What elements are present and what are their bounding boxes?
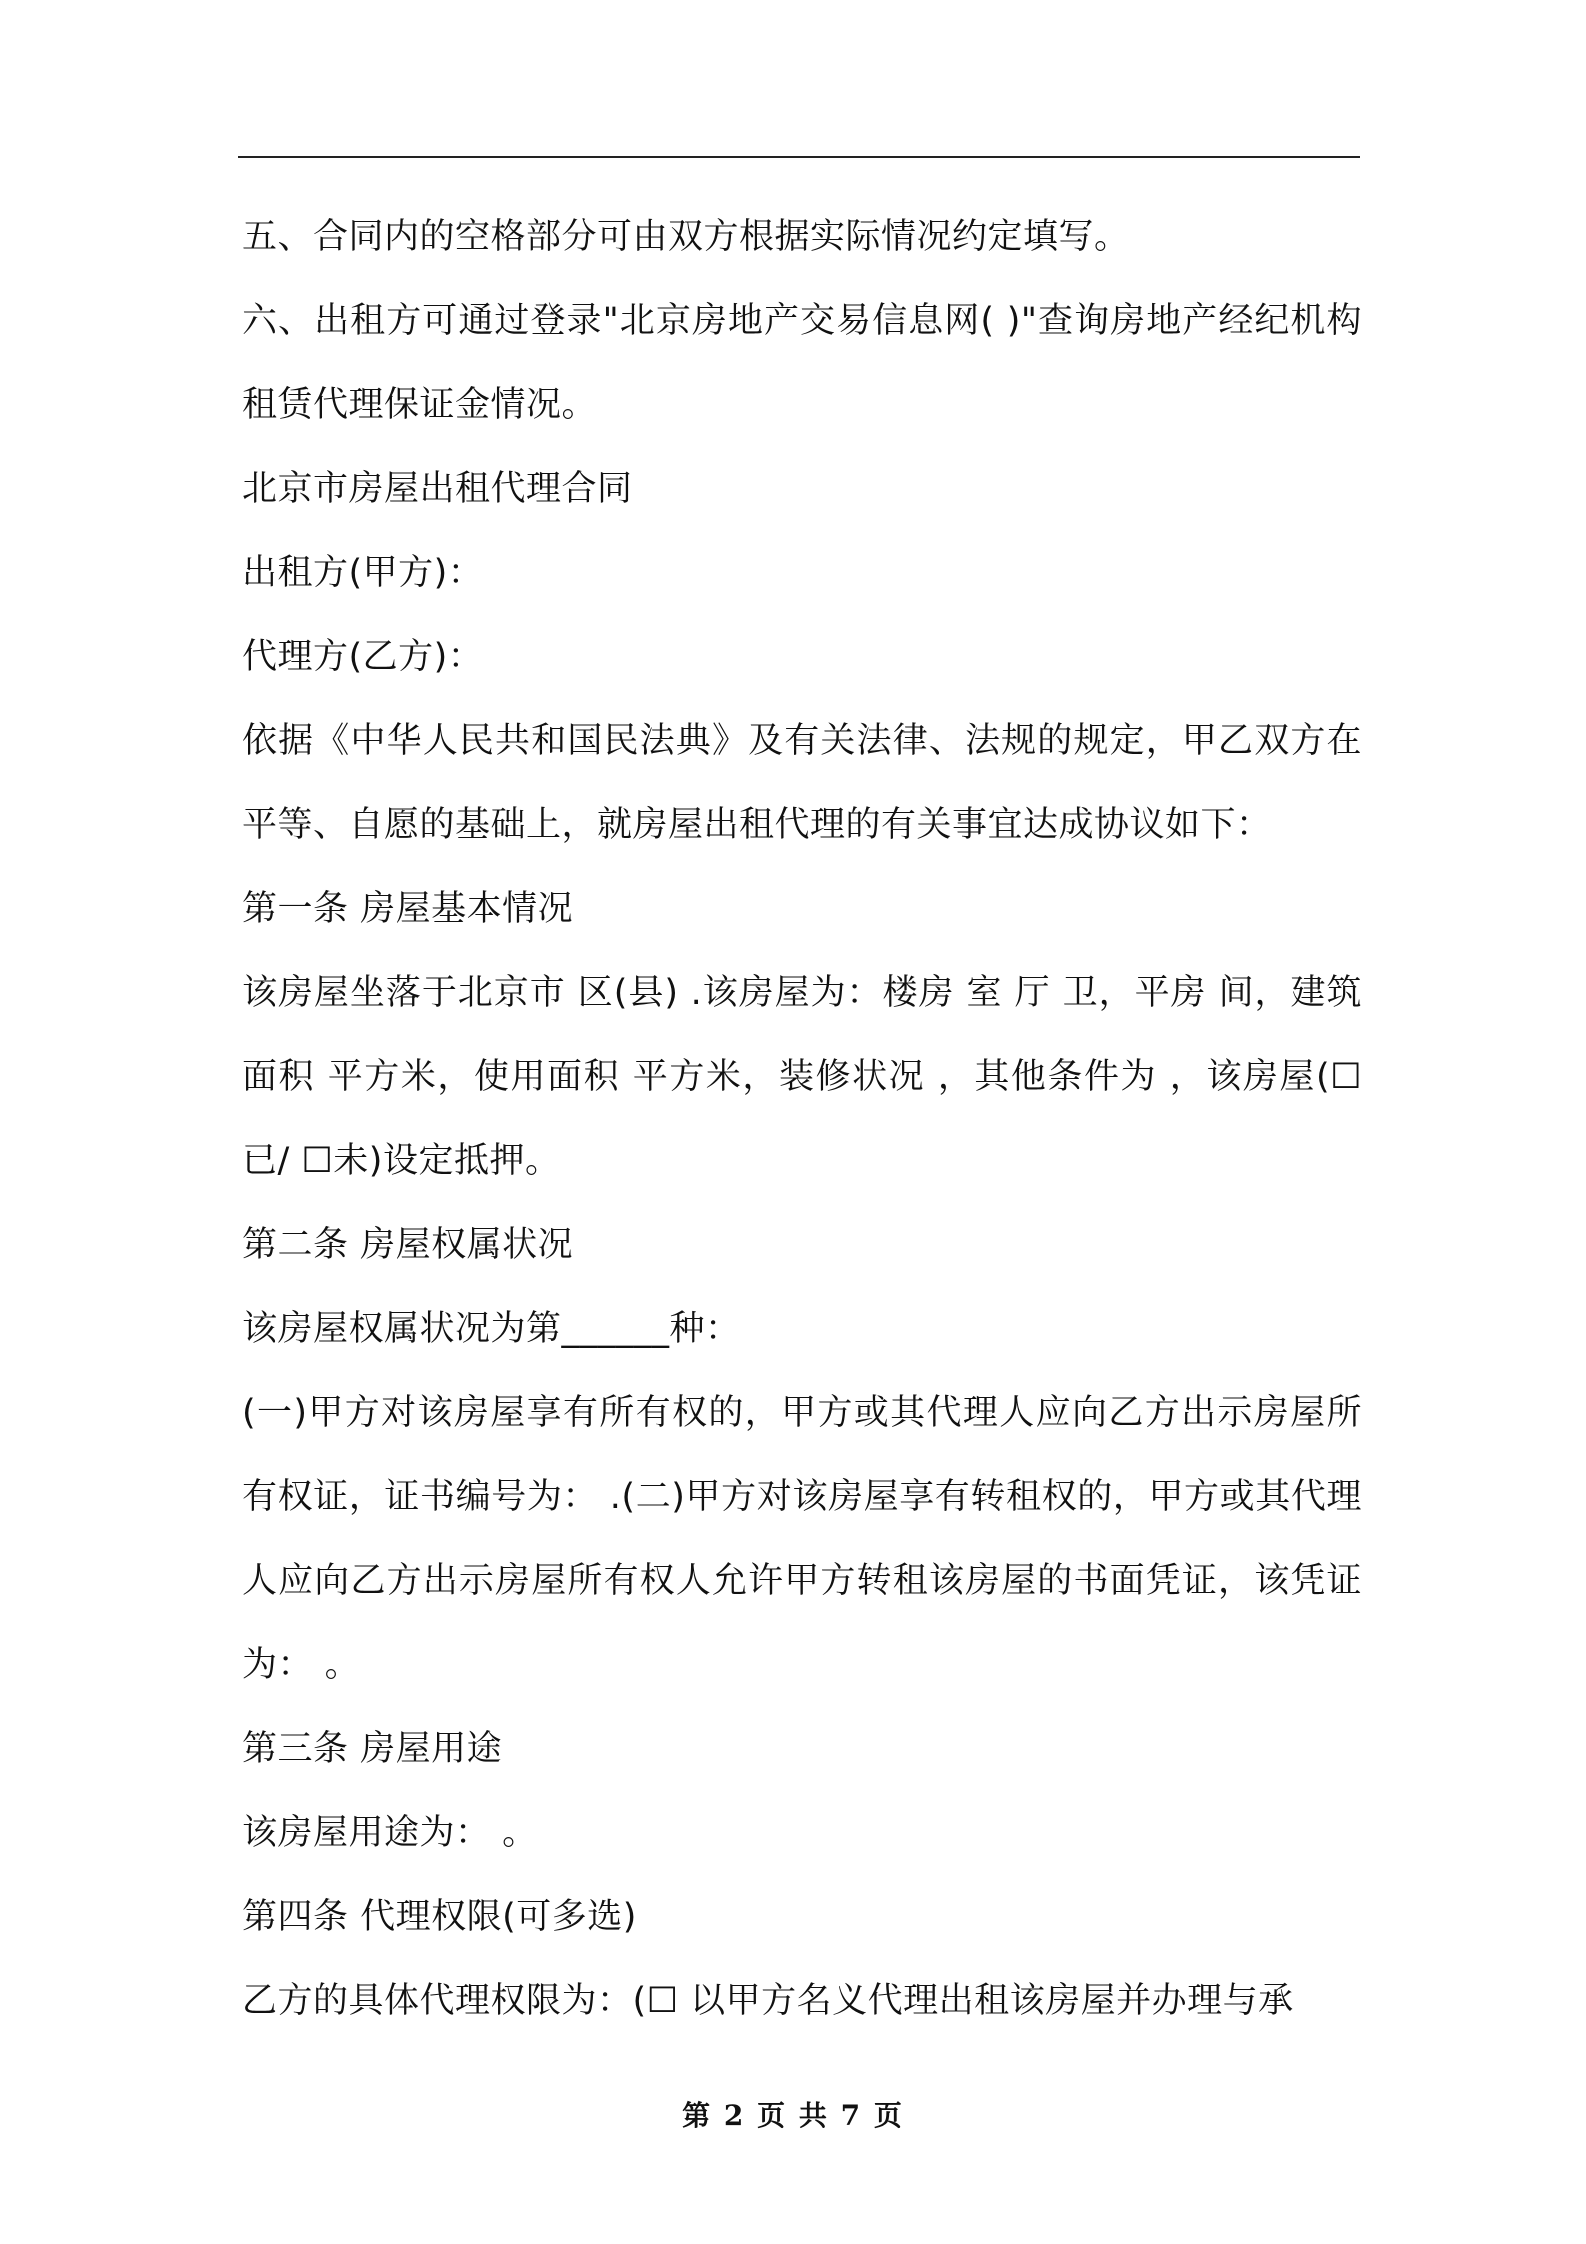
header-rule <box>238 156 1360 158</box>
article-one-text: 该房屋坐落于北京市 区(县) .该房屋为：楼房 室 厅 卫，平房 间，建筑面积 平方米，使用面积 平方米，装修状况 ，其他条件为 ，该房屋(☐已/ ☐未)设定抵押。 <box>242 973 1362 1181</box>
preamble: 依据《中华人民共和国民法典》及有关法律、法规的规定，甲乙双方在平等、自愿的基础上，就房屋出租代理的有关事宜达成协议如下： <box>242 721 1362 845</box>
article-four-heading: 第四条 代理权限(可多选) <box>242 1897 637 1937</box>
article-two-heading: 第二条 房屋权属状况 <box>242 1225 574 1265</box>
article-three-heading: 第三条 房屋用途 <box>242 1729 503 1769</box>
clause-five: 五、合同内的空格部分可由双方根据实际情况约定填写。 <box>242 217 1130 257</box>
document-body <box>242 195 1362 2043</box>
article-two-text: (一)甲方对该房屋享有所有权的，甲方或其代理人应向乙方出示房屋所有权证，证书编号为： .(二)甲方对该房屋享有转租权的，甲方或其代理人应向乙方出示房屋所有权人允许甲方转租该房屋的书面凭证，该凭证为： 。 <box>242 1393 1362 1685</box>
article-four-text: 乙方的具体代理权限为：(☐ 以甲方名义代理出租该房屋并办理与承 <box>242 1981 1294 2021</box>
article-three-text: 该房屋用途为： 。 <box>242 1813 538 1853</box>
agent-line: 代理方(乙方)： <box>242 637 484 677</box>
lessor-line: 出租方(甲方)： <box>242 553 484 593</box>
article-two-intro: 该房屋权属状况为第______种： <box>242 1309 741 1349</box>
article-one-heading: 第一条 房屋基本情况 <box>242 889 574 929</box>
clause-six: 六、出租方可通过登录"北京房地产交易信息网( )"查询房地产经纪机构租赁代理保证金情况。 <box>242 301 1362 425</box>
contract-title: 北京市房屋出租代理合同 <box>242 469 633 509</box>
page-number: 第 2 页 共 7 页 <box>682 2099 904 2132</box>
